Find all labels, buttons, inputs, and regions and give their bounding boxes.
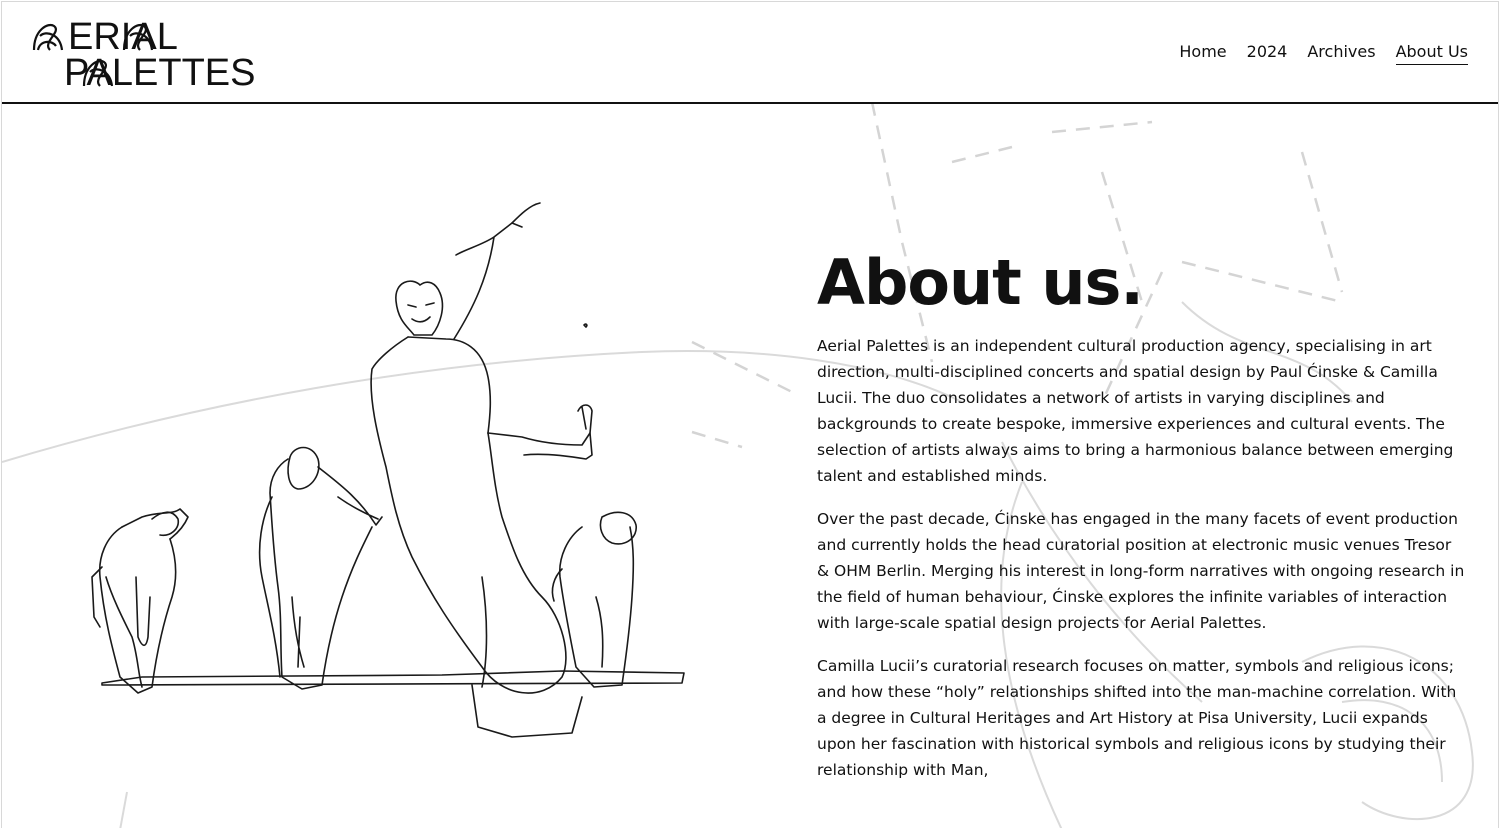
brand-line-2: PALETTES (64, 52, 256, 94)
about-paragraph-2: Over the past decade, Ćinske has engaged in the many facets of event production and currently holds the head curatorial position at electronic music venues Tresor & OHM Berlin. Merging his interest in long-form narratives with ongoing research in the field of human behaviour, Ćinske explores the infinite variables of interaction with large-scale spatial design projects for Aerial Palettes. (817, 510, 1465, 632)
page-frame (1, 1, 1499, 828)
about-paragraph-1: Aerial Palettes is an independent cultural production agency, specialising in art direction, multi-disciplined concerts and spatial design by Paul Ćinske & Camilla Lucii. The duo consolidates a network of artists in varying disciplines and backgrounds to create bespoke, immersive experiences and cultural events. The selection of artists always aims to bring a harmonious balance between emerging talent and established minds. (817, 337, 1454, 485)
nav-home-link[interactable]: Home (1179, 42, 1227, 61)
nav-2024-link[interactable]: 2024 (1246, 42, 1288, 61)
brand-line-1: ERIAL (68, 16, 178, 58)
site-header (2, 2, 1498, 104)
main-nav (1179, 42, 1468, 65)
nav-archives-link[interactable]: Archives (1307, 42, 1376, 61)
brand-logo[interactable] (32, 16, 262, 92)
about-section (817, 247, 1467, 800)
nav-about-us-link[interactable]: About Us (1396, 42, 1468, 65)
dancers-line-illustration (42, 197, 702, 757)
page-title: About us. (817, 246, 1143, 319)
about-paragraph-3: Camilla Lucii’s curatorial research focuses on matter, symbols and religious icons; and how these “holy” relationships shifted into the man-machine correlation. With a degree in Cultural Heritages and Art History at Pisa University, Lucii expands upon her fascination with historical symbols and religious icons by studying their relationship with Man, (817, 657, 1457, 779)
